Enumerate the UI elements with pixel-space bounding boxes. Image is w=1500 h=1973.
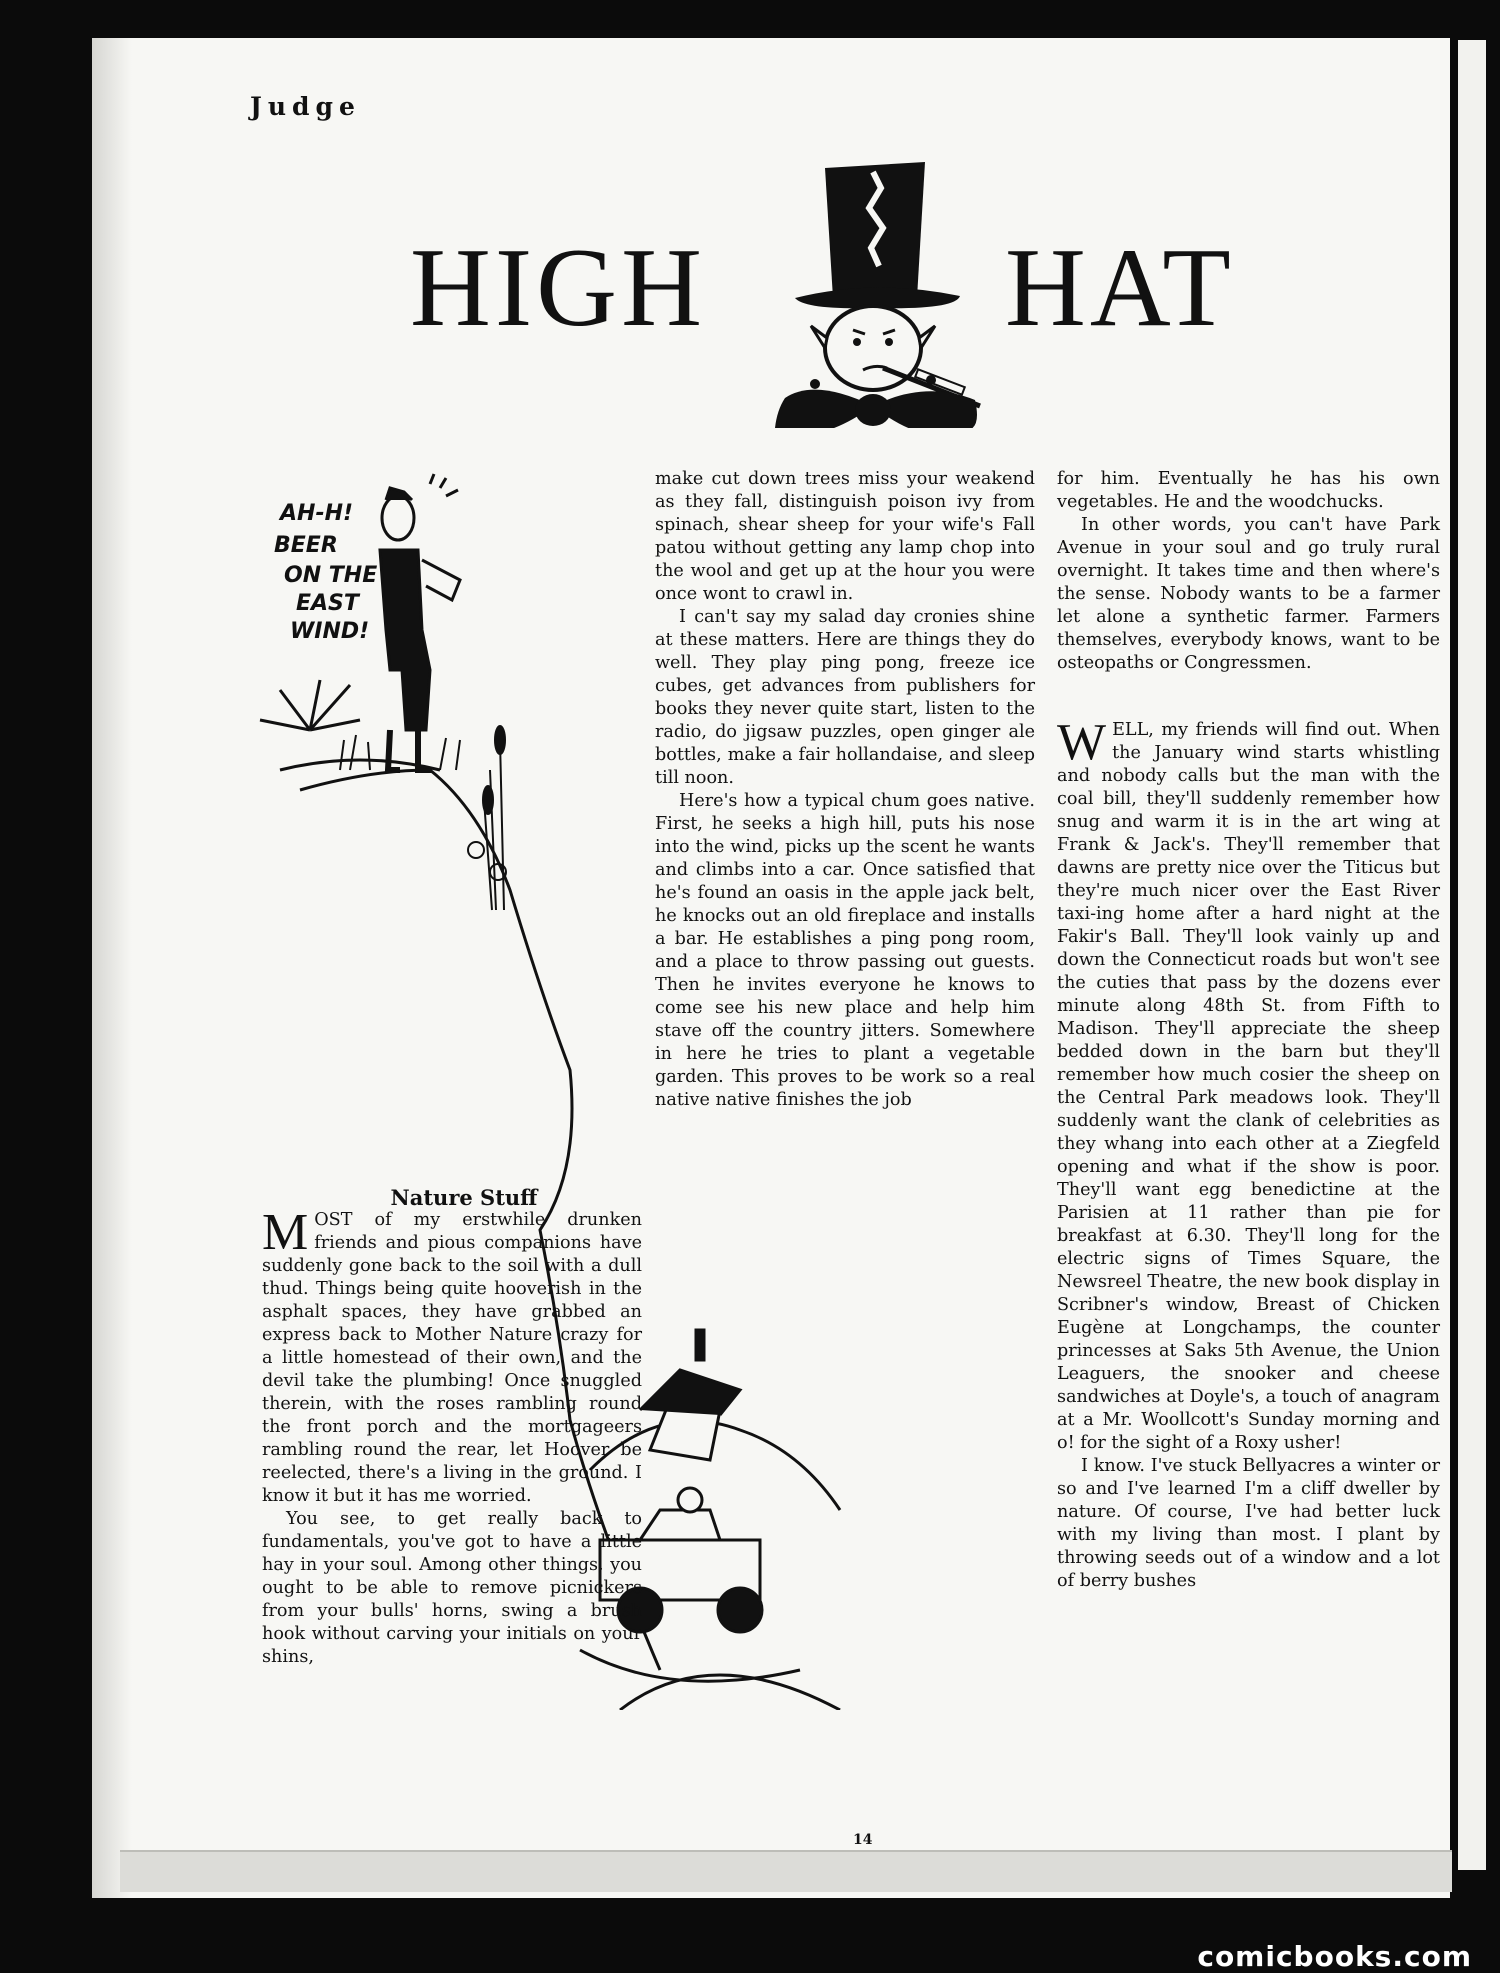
- section-break: [1057, 675, 1440, 719]
- site-watermark: comicbooks.com: [1197, 1940, 1472, 1973]
- title-hat: HAT: [1005, 226, 1235, 350]
- article-column-1: [262, 1186, 642, 1669]
- column3-paragraph-4: I know. I've stuck Bellyacres a winter or so and I've learned I'm a cliff dweller by nature. Of course, I've had better luck with my living than most. I plant by throwing seeds out of a window and a lot of berry bushes: [1057, 1456, 1440, 1591]
- top-hat-mascot-logo: [755, 148, 1005, 428]
- speech-line-4: EAST: [296, 591, 359, 616]
- dropcap-w: W: [1057, 714, 1107, 771]
- spine-shadow: [92, 38, 132, 1898]
- running-head: Judge: [250, 92, 361, 121]
- column1-paragraph-2: You see, to get really back to fundamentals, you've got to have a little hay in your soul. Among other things, you ought to be able to remove picnickers from your bulls' horns, swing a brush hook without carving your initials on your shins,: [262, 1509, 642, 1667]
- column1-paragraph-1: [262, 1204, 642, 1508]
- speech-line-2: BEER: [274, 533, 338, 558]
- dropcap-m: M: [262, 1204, 309, 1261]
- facing-page-edge: [1458, 40, 1486, 1870]
- article-column-3: [1057, 468, 1440, 1593]
- article-subhead: Nature Stuff: [390, 1185, 538, 1210]
- column2-paragraph-1: make cut down trees miss your weakend as they fall, distinguish poison ivy from spinach, shear sheep for your wife's Fall patou without getting any lamp chop into the wool and get up at the hour you were once wont to crawl in.: [655, 469, 1035, 604]
- lead-word: OST: [314, 1210, 353, 1230]
- speech-line-1: AH-H!: [280, 501, 354, 526]
- page-bottom-edge: [120, 1850, 1460, 1892]
- column1-paragraph-1-text: of my erstwhile drunken friends and pious companions have suddenly gone back to the soil with a dull thud. Things being quite hooverish in the asphalt spaces, they have grabbed an express back to Mother Nature crazy for a little homestead of their own, and the devil take the plumbing! Once snuggled therein, with the roses rambling round the front porch and the mortgageers rambling round the rear, let Hoover be reelected, there's a living in the ground. I know it but it has me worried.: [262, 1210, 642, 1506]
- column3-paragraph-2: In other words, you can't have Park Avenue in your soul and go truly rural overnight. It takes time and then where's the sense. Nobody wants to be a farmer let alone a synthetic farmer. Farmers themselves, everybody knows, want to be osteopaths or Congressmen.: [1057, 515, 1440, 673]
- column3-paragraph-1: for him. Eventually he has his own vegetables. He and the woodchucks.: [1057, 469, 1440, 512]
- speech-line-5: WIND!: [290, 619, 370, 644]
- column3-paragraph-3-text: my friends will find out. When the January wind starts whistling and nobody calls but the man with the coal bill, they'll suddenly remember how snug and warm it is in the art wing at Frank & Jack's. They'll remember that dawns are pretty nice over the Titicus but they're much nicer over the East River taxi-ing home after a hard night at the Fakir's Ball. They'll look vainly up and down the Connecticut roads but won't see the cuties that pass by the dozens ever minute along 48th St. from Fifth to Madison. They'll appreciate the sheep bedded down in the barn but they'll remember how much cosier the sheep on the Central Park meadows look. They'll suddenly want the clank of celebrities as they whang into each other at a Ziegfeld opening and what if the show is poor. They'll want egg benedictine at the Parisien at 11 rather than pie for breakfast at 6.30. They'll long for the electric signs of Times Square, the Newsreel Theatre, the new book display in Scribner's window, Breast of Chicken Eugène at Longchamps, the counter princesses at Saks 5th Avenue, the Union Leaguers, the snooker and cheese sandwiches at Doyle's, a touch of anagram at a Mr. Woollcott's Sunday morning and o! for the sight of a Roxy usher!: [1057, 720, 1440, 1453]
- title-high: HIGH: [410, 226, 706, 350]
- article-column-2: [655, 468, 1035, 1112]
- man-figure: [380, 474, 460, 770]
- speech-line-3: ON THE: [284, 563, 378, 588]
- column2-paragraph-3: Here's how a typical chum goes native. First, he seeks a high hill, puts his nose into the wind, picks up the scent he wants and climbs into a car. Once satisfied that he's found an oasis in the apple jack belt, he knocks out an old fireplace and installs a bar. He establishes a ping pong room, and a place to throw passing out guests. Then he invites everyone he knows to come see his new place and help him stave off the country jitters. Somewhere in here he tries to plant a vegetable garden. This proves to be work so a real native native finishes the job: [655, 791, 1035, 1110]
- column2-paragraph-2: I can't say my salad day cronies shine at these matters. Here are things they do well. They play ping pong, freeze ice cubes, get advances from publishers for books they never quite start, listen to the radio, do jigsaw puzzles, open ginger ale bottles, make a fair hollandaise, and sleep till noon.: [655, 607, 1035, 788]
- column3-paragraph-3: [1057, 714, 1440, 1455]
- page-number: 14: [853, 1832, 873, 1848]
- lead-word-well: ELL,: [1112, 720, 1154, 740]
